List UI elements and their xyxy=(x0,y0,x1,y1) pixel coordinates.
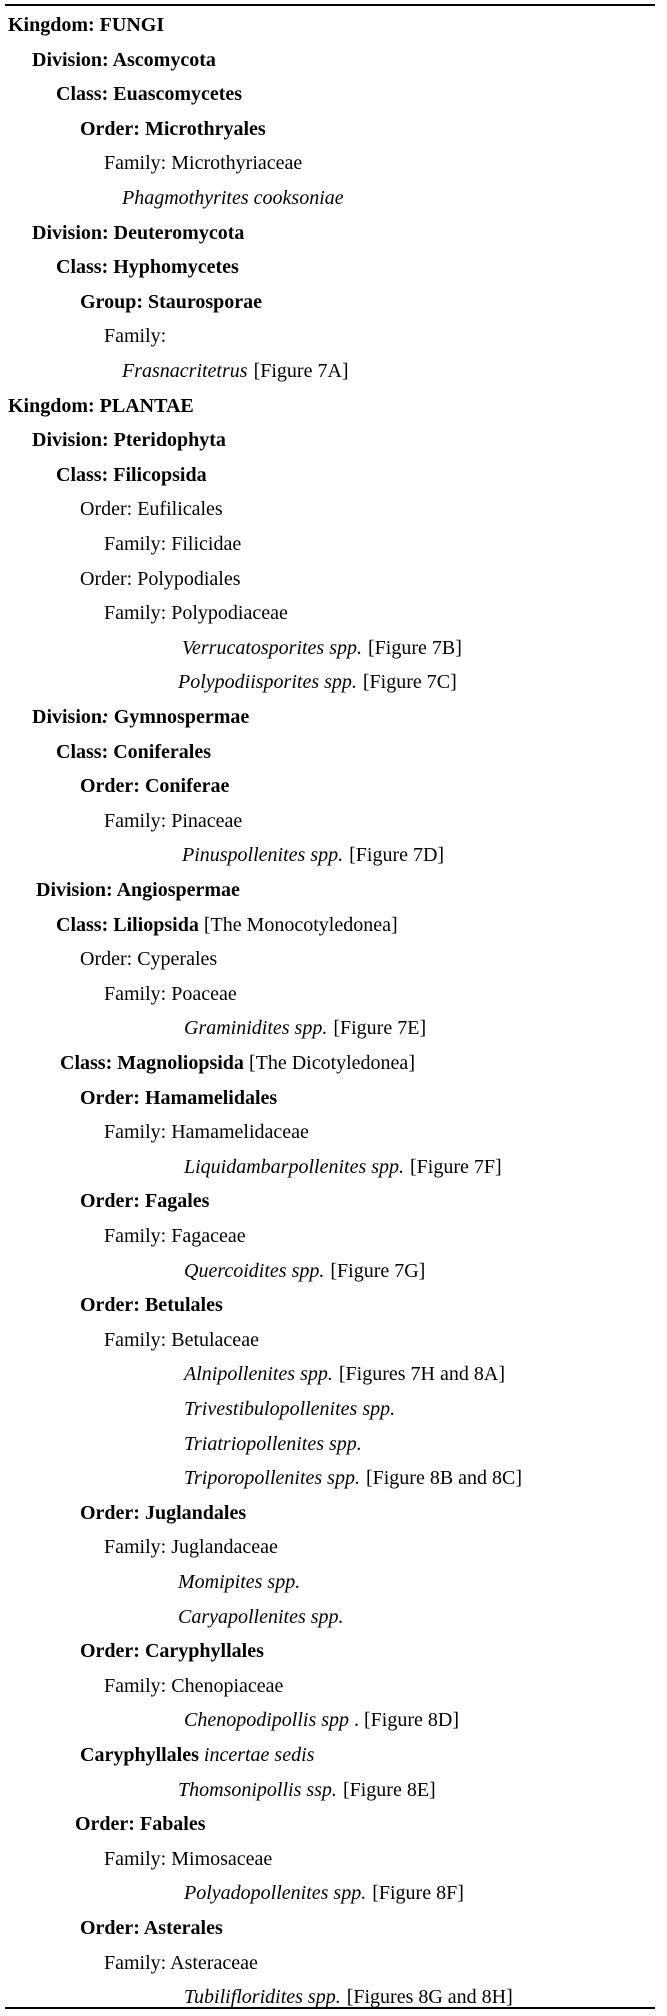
rank-label: Division: Deuteromycota xyxy=(32,221,245,244)
taxon-row xyxy=(0,1288,667,1323)
taxon-row xyxy=(0,1807,667,1842)
row-text: [Figure 7F] xyxy=(410,1155,502,1178)
row-text: Family: Betulaceae xyxy=(104,1328,259,1351)
taxon-name: incertae sedis xyxy=(198,1744,315,1766)
rank-label: Class: Magnoliopsida xyxy=(60,1052,244,1074)
rank-label: Class: Filicopsida xyxy=(56,463,207,486)
taxon-row xyxy=(0,769,667,804)
row-text: Family: Asteraceae xyxy=(104,1951,258,1974)
row-text: [Figure 7A] xyxy=(253,360,349,382)
taxon-row xyxy=(0,1254,667,1289)
table-bottom-rule xyxy=(5,2007,655,2009)
row-text: Order: Cyperales xyxy=(80,948,218,971)
rank-label: Division: Angiospermae xyxy=(36,879,240,901)
row-text: Family: Poaceae xyxy=(104,982,237,1005)
taxon-row xyxy=(0,527,667,562)
taxon-row xyxy=(0,216,667,251)
taxon-row xyxy=(0,319,667,354)
taxon-row xyxy=(0,458,667,493)
taxon-row xyxy=(0,1392,667,1427)
taxon-row xyxy=(0,492,667,527)
rank-label: Order: Asterales xyxy=(80,1917,223,1939)
taxon-row xyxy=(0,1703,667,1738)
taxon-row xyxy=(0,1046,667,1081)
rank-label: Order: Fabales xyxy=(75,1813,206,1836)
taxon-row xyxy=(0,1530,667,1565)
taxon-row xyxy=(0,1876,667,1911)
rank-label: Gymnospermae xyxy=(108,706,250,728)
row-text: Family: Mimosaceae xyxy=(104,1847,273,1870)
rank-label: Order: Fagales xyxy=(80,1190,210,1213)
taxon-row xyxy=(0,250,667,285)
taxon-row xyxy=(0,735,667,770)
rank-label: Division: Pteridophyta xyxy=(32,429,226,452)
taxon-row xyxy=(0,1842,667,1877)
taxon-row xyxy=(0,631,667,666)
rank-label: Order: Betulales xyxy=(80,1294,223,1317)
taxon-row xyxy=(0,354,667,389)
rank-label: Class: Liliopsida xyxy=(56,913,199,936)
taxon-row xyxy=(0,43,667,78)
taxon-name: Momipites spp. xyxy=(178,1571,301,1593)
row-text: Family: Filicidae xyxy=(104,533,242,555)
row-text: Family: Microthyriaceae xyxy=(104,152,303,175)
taxon-name: Polyadopollenites spp. xyxy=(184,1882,367,1905)
row-text: [Figure 8F] xyxy=(372,1882,464,1905)
rank-label: Order: Microthryales xyxy=(80,117,266,140)
taxon-name: Quercoidites spp. xyxy=(184,1259,325,1282)
taxon-name: Chenopodipollis spp xyxy=(184,1709,350,1732)
table-top-rule xyxy=(5,4,655,6)
row-text: Family: Juglandaceae xyxy=(104,1536,278,1559)
taxon-row xyxy=(0,1946,667,1981)
taxon-row xyxy=(0,1669,667,1704)
rank-label: Order: Juglandales xyxy=(80,1501,247,1524)
taxon-row xyxy=(0,1738,667,1773)
taxon-name: Frasnacritetrus xyxy=(122,360,248,382)
taxon-row xyxy=(0,8,667,43)
rank-label: Class: Coniferales xyxy=(56,740,211,763)
taxon-row xyxy=(0,1357,667,1392)
taxon-name: Graminidites spp. xyxy=(184,1017,328,1040)
taxon-row xyxy=(0,1565,667,1600)
taxon-row xyxy=(0,285,667,320)
taxon-row xyxy=(0,1427,667,1462)
rank-label: Kingdom: FUNGI xyxy=(8,14,165,36)
taxon-name: Thomsonipollis ssp. xyxy=(178,1778,337,1801)
taxon-row xyxy=(0,1219,667,1254)
taxon-row xyxy=(0,1323,667,1358)
taxon-row xyxy=(0,700,667,735)
row-text: [Figures 7H and 8A] xyxy=(338,1363,505,1386)
rank-label: Caryphyllales xyxy=(80,1744,199,1766)
row-text: [Figure 7D] xyxy=(349,844,445,867)
taxon-row xyxy=(0,1184,667,1219)
taxon-name: Trivestibulopollenites spp. xyxy=(184,1398,396,1420)
taxon-row xyxy=(0,112,667,147)
rank-label: Class: Hyphomycetes xyxy=(56,256,239,279)
rank-label: Class: Euascomycetes xyxy=(56,83,243,106)
row-text: Family: Pinaceae xyxy=(104,809,243,832)
row-text: [Figure 7G] xyxy=(330,1259,426,1282)
taxon-row xyxy=(0,423,667,458)
taxon-name: Phagmothyrites cooksoniae xyxy=(122,187,344,209)
rank-label: Group: Staurosporae xyxy=(80,290,263,313)
taxon-row xyxy=(0,1496,667,1531)
row-text: [Figure 7E] xyxy=(333,1017,427,1040)
taxon-row xyxy=(0,1980,667,2015)
row-text: . [Figure 8D] xyxy=(349,1709,459,1732)
row-text: Family: Hamamelidaceae xyxy=(104,1121,309,1144)
row-text: [The Dicotyledonea] xyxy=(243,1052,415,1074)
taxon-name: Triatriopollenites spp. xyxy=(184,1432,362,1455)
taxon-name: Pinuspollenites spp. xyxy=(182,844,344,867)
taxon-row xyxy=(0,562,667,597)
taxon-row xyxy=(0,977,667,1012)
rank-label: Order: Caryphyllales xyxy=(80,1640,264,1663)
row-text: [Figure 8B and 8C] xyxy=(365,1467,523,1490)
row-text: [Figure 8E] xyxy=(342,1778,436,1801)
taxon-row xyxy=(0,1461,667,1496)
taxon-row xyxy=(0,873,667,908)
row-text: Family: Polypodiaceae xyxy=(104,602,288,625)
row-text: Family: Chenopiaceae xyxy=(104,1674,284,1697)
row-text: [Figures 8G and 8H] xyxy=(346,1986,513,2009)
row-text: [Figure 7B] xyxy=(368,636,462,659)
taxon-name: : xyxy=(102,706,109,728)
row-text: Order: Polypodiales xyxy=(80,567,241,590)
taxon-name: Triporopollenites spp. xyxy=(184,1467,360,1490)
taxon-row xyxy=(0,838,667,873)
taxon-row xyxy=(0,1773,667,1808)
rank-label: Order: Hamamelidales xyxy=(80,1086,278,1109)
taxon-row xyxy=(0,1600,667,1635)
taxon-name: Alnipollenites spp. xyxy=(184,1363,333,1386)
taxon-row xyxy=(0,77,667,112)
taxon-row xyxy=(0,665,667,700)
row-text: [The Monocotyledonea] xyxy=(198,913,398,936)
row-text: Family: Fagaceae xyxy=(104,1225,246,1247)
taxon-name: Polypodiisporites spp. xyxy=(178,671,357,694)
rank-label: Order: Coniferae xyxy=(80,775,230,798)
taxon-row xyxy=(0,1081,667,1116)
row-text: Order: Eufilicales xyxy=(80,498,223,521)
taxon-row xyxy=(0,1911,667,1946)
taxon-name: Tubilifloridites spp. xyxy=(184,1986,341,2009)
taxon-row xyxy=(0,146,667,181)
taxon-row xyxy=(0,181,667,216)
taxon-row xyxy=(0,1634,667,1669)
taxon-row xyxy=(0,596,667,631)
rank-label: Division: Ascomycota xyxy=(32,48,216,71)
rank-label: Division xyxy=(32,706,103,728)
taxon-row xyxy=(0,389,667,424)
row-text: [Figure 7C] xyxy=(362,671,457,694)
taxon-name: Liquidambarpollenites spp. xyxy=(184,1155,405,1178)
taxon-row xyxy=(0,1011,667,1046)
taxon-name: Caryapollenites spp. xyxy=(178,1605,344,1628)
taxon-row xyxy=(0,908,667,943)
taxon-row xyxy=(0,804,667,839)
row-text: Family: xyxy=(104,325,167,348)
taxon-row xyxy=(0,1150,667,1185)
rank-label: Kingdom: PLANTAE xyxy=(8,394,194,417)
taxon-row xyxy=(0,942,667,977)
taxon-name: Verrucatosporites spp. xyxy=(182,636,362,659)
taxon-row xyxy=(0,1115,667,1150)
